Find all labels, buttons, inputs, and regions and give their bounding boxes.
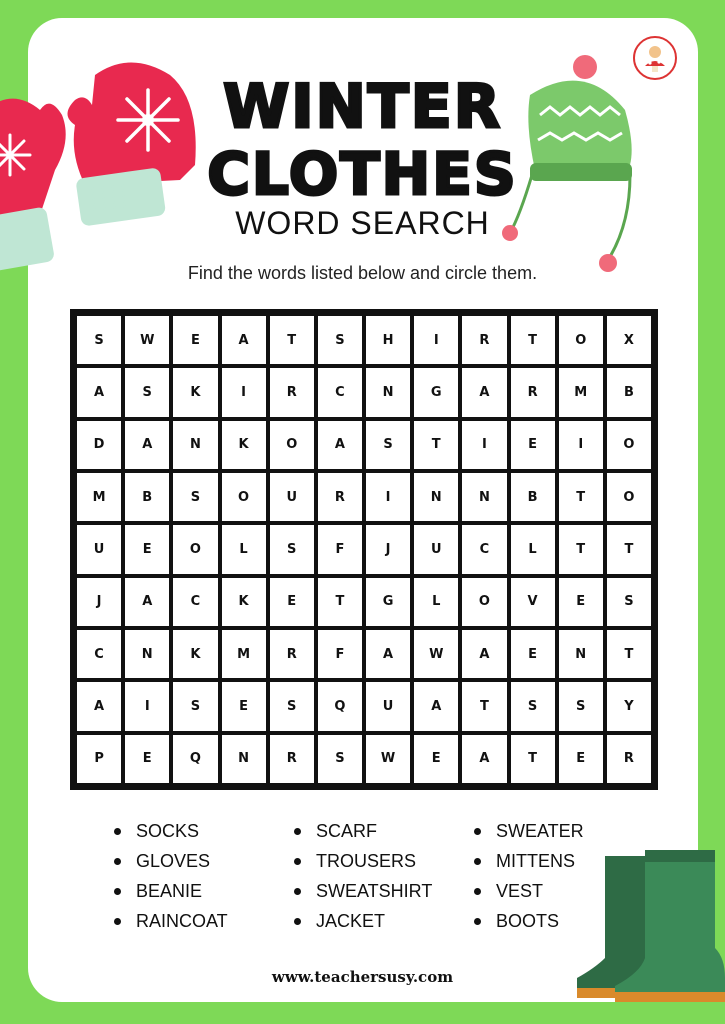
bullet-icon — [294, 888, 301, 895]
grid-cell[interactable]: R — [270, 735, 314, 783]
instructions: Find the words listed below and circle them. — [187, 263, 538, 283]
bullet-icon — [474, 828, 481, 835]
word-search-grid — [70, 309, 658, 790]
grid-cell[interactable]: S — [125, 368, 169, 416]
word-list-item — [290, 820, 470, 842]
grid-cell[interactable]: S — [607, 578, 651, 626]
grid-cell[interactable]: A — [125, 421, 169, 469]
grid-cell[interactable]: E — [222, 682, 266, 730]
grid-cell[interactable]: B — [511, 473, 555, 521]
word-label: TROUSERS — [316, 851, 417, 871]
grid-cell[interactable]: C — [462, 525, 506, 573]
grid-cell[interactable]: E — [270, 578, 314, 626]
word-label: BOOTS — [496, 911, 560, 931]
word-list-item — [110, 880, 290, 902]
grid-cell[interactable]: L — [511, 525, 555, 573]
grid-cell[interactable]: B — [125, 473, 169, 521]
grid-cell[interactable]: W — [366, 735, 410, 783]
grid-cell[interactable]: K — [222, 421, 266, 469]
word-list-item — [290, 880, 470, 902]
grid-cell[interactable]: V — [511, 578, 555, 626]
grid-cell[interactable]: O — [222, 473, 266, 521]
grid-cell[interactable]: R — [607, 735, 651, 783]
grid-cell[interactable]: S — [318, 316, 362, 364]
grid-cell[interactable]: E — [414, 735, 458, 783]
grid-cell[interactable]: B — [607, 368, 651, 416]
grid-cell[interactable]: T — [318, 578, 362, 626]
grid-cell[interactable]: G — [414, 368, 458, 416]
word-list-item — [470, 820, 630, 842]
bullet-icon — [114, 828, 121, 835]
title-line-2: CLOTHES — [207, 140, 518, 208]
grid-cell[interactable]: J — [77, 578, 121, 626]
word-label: SCARF — [316, 821, 378, 841]
grid-cell[interactable]: P — [77, 735, 121, 783]
grid-cell[interactable]: N — [414, 473, 458, 521]
bullet-icon — [294, 918, 301, 925]
grid-cell[interactable]: J — [366, 525, 410, 573]
grid-cell[interactable]: N — [125, 630, 169, 678]
grid-cell[interactable]: R — [318, 473, 362, 521]
grid-cell[interactable]: E — [173, 316, 217, 364]
word-label: VEST — [496, 881, 544, 901]
word-label: SOCKS — [136, 821, 200, 841]
grid-cell[interactable]: X — [607, 316, 651, 364]
grid-cell[interactable]: F — [318, 525, 362, 573]
grid-cell[interactable]: I — [125, 682, 169, 730]
word-label: RAINCOAT — [136, 911, 228, 931]
grid-cell[interactable]: T — [559, 473, 603, 521]
word-label: SWEATSHIRT — [316, 881, 433, 901]
grid-cell[interactable]: E — [511, 630, 555, 678]
grid-cell[interactable]: S — [511, 682, 555, 730]
grid-cell[interactable]: T — [462, 682, 506, 730]
bullet-icon — [294, 828, 301, 835]
grid-cell[interactable]: U — [77, 525, 121, 573]
grid-cell[interactable]: I — [222, 368, 266, 416]
bullet-icon — [114, 858, 121, 865]
grid-cell[interactable]: A — [414, 682, 458, 730]
grid-cell[interactable]: E — [559, 578, 603, 626]
grid-cell[interactable]: L — [414, 578, 458, 626]
grid-cell[interactable]: I — [462, 421, 506, 469]
grid-cell[interactable]: Q — [318, 682, 362, 730]
grid-cell[interactable]: S — [270, 525, 314, 573]
grid-cell[interactable]: M — [559, 368, 603, 416]
grid-cell[interactable]: O — [462, 578, 506, 626]
grid-cell[interactable]: R — [462, 316, 506, 364]
grid-cell[interactable]: I — [414, 316, 458, 364]
grid-cell[interactable]: E — [559, 735, 603, 783]
bullet-icon — [114, 918, 121, 925]
grid-cell[interactable]: T — [511, 735, 555, 783]
grid-cell[interactable]: A — [222, 316, 266, 364]
grid-cell[interactable]: S — [77, 316, 121, 364]
word-list-item — [290, 850, 470, 872]
word-list — [110, 820, 630, 932]
word-list-item — [110, 850, 290, 872]
grid-cell[interactable]: M — [222, 630, 266, 678]
grid-cell[interactable]: O — [270, 421, 314, 469]
grid-cell[interactable]: S — [366, 421, 410, 469]
grid-cell[interactable]: O — [607, 473, 651, 521]
grid-cell[interactable]: G — [366, 578, 410, 626]
grid-cell[interactable]: I — [559, 421, 603, 469]
grid-cell[interactable]: A — [462, 368, 506, 416]
grid-cell[interactable]: E — [125, 735, 169, 783]
grid-cell[interactable]: A — [77, 682, 121, 730]
grid-cell[interactable]: T — [607, 525, 651, 573]
grid-cell[interactable]: T — [511, 316, 555, 364]
word-label: JACKET — [316, 911, 386, 931]
grid-cell[interactable]: H — [366, 316, 410, 364]
grid-cell[interactable]: C — [318, 368, 362, 416]
grid-cell[interactable]: S — [559, 682, 603, 730]
grid-cell[interactable]: T — [559, 525, 603, 573]
grid-cell[interactable]: R — [511, 368, 555, 416]
grid-cell[interactable]: K — [173, 368, 217, 416]
grid-cell[interactable]: F — [318, 630, 362, 678]
grid-cell[interactable]: W — [125, 316, 169, 364]
grid-cell[interactable]: U — [366, 682, 410, 730]
bullet-icon — [114, 888, 121, 895]
bullet-icon — [474, 888, 481, 895]
grid-cell[interactable]: E — [125, 525, 169, 573]
grid-cell[interactable]: U — [414, 525, 458, 573]
grid-cell[interactable]: W — [414, 630, 458, 678]
grid-cell[interactable]: R — [270, 368, 314, 416]
grid-cell[interactable]: S — [318, 735, 362, 783]
grid-cell[interactable]: I — [366, 473, 410, 521]
grid-cell[interactable]: L — [222, 525, 266, 573]
word-label: MITTENS — [496, 851, 575, 871]
word-list-item — [110, 820, 290, 842]
word-list-item — [110, 910, 290, 932]
word-label: BEANIE — [136, 881, 203, 901]
grid-cell[interactable]: O — [173, 525, 217, 573]
grid-cell[interactable]: T — [270, 316, 314, 364]
grid-cell[interactable]: S — [173, 473, 217, 521]
grid-cell[interactable]: S — [270, 682, 314, 730]
grid-cell[interactable]: C — [77, 630, 121, 678]
grid-cell[interactable]: D — [77, 421, 121, 469]
grid-cell[interactable]: Y — [607, 682, 651, 730]
grid-cell[interactable]: T — [607, 630, 651, 678]
grid-cell[interactable]: A — [462, 630, 506, 678]
grid-cell[interactable]: R — [270, 630, 314, 678]
grid-cell[interactable]: O — [607, 421, 651, 469]
grid-cell[interactable]: A — [366, 630, 410, 678]
website-footer: www.teachersusy.com — [271, 968, 454, 986]
word-label: SWEATER — [496, 821, 584, 841]
bullet-icon — [474, 918, 481, 925]
grid-cell[interactable]: T — [414, 421, 458, 469]
grid-cell[interactable]: A — [462, 735, 506, 783]
grid-cell[interactable]: N — [366, 368, 410, 416]
grid-cell[interactable]: N — [173, 421, 217, 469]
bullet-icon — [294, 858, 301, 865]
grid-cell[interactable]: C — [173, 578, 217, 626]
grid-cell[interactable]: N — [462, 473, 506, 521]
subtitle: WORD SEARCH — [235, 205, 490, 241]
grid-cell[interactable]: N — [559, 630, 603, 678]
word-list-item — [290, 910, 470, 932]
grid-cell[interactable]: K — [222, 578, 266, 626]
grid-cell[interactable]: U — [270, 473, 314, 521]
title-line-1: WINTER — [223, 72, 502, 142]
grid-cell[interactable]: Q — [173, 735, 217, 783]
grid-cell[interactable]: A — [77, 368, 121, 416]
grid-cell[interactable]: S — [173, 682, 217, 730]
grid-cell[interactable]: E — [511, 421, 555, 469]
bullet-icon — [474, 858, 481, 865]
grid-cell[interactable]: N — [222, 735, 266, 783]
grid-cell[interactable]: O — [559, 316, 603, 364]
word-label: GLOVES — [136, 851, 211, 871]
grid-cell[interactable]: K — [173, 630, 217, 678]
grid-cell[interactable]: M — [77, 473, 121, 521]
grid-cell[interactable]: A — [318, 421, 362, 469]
grid-cell[interactable]: A — [125, 578, 169, 626]
